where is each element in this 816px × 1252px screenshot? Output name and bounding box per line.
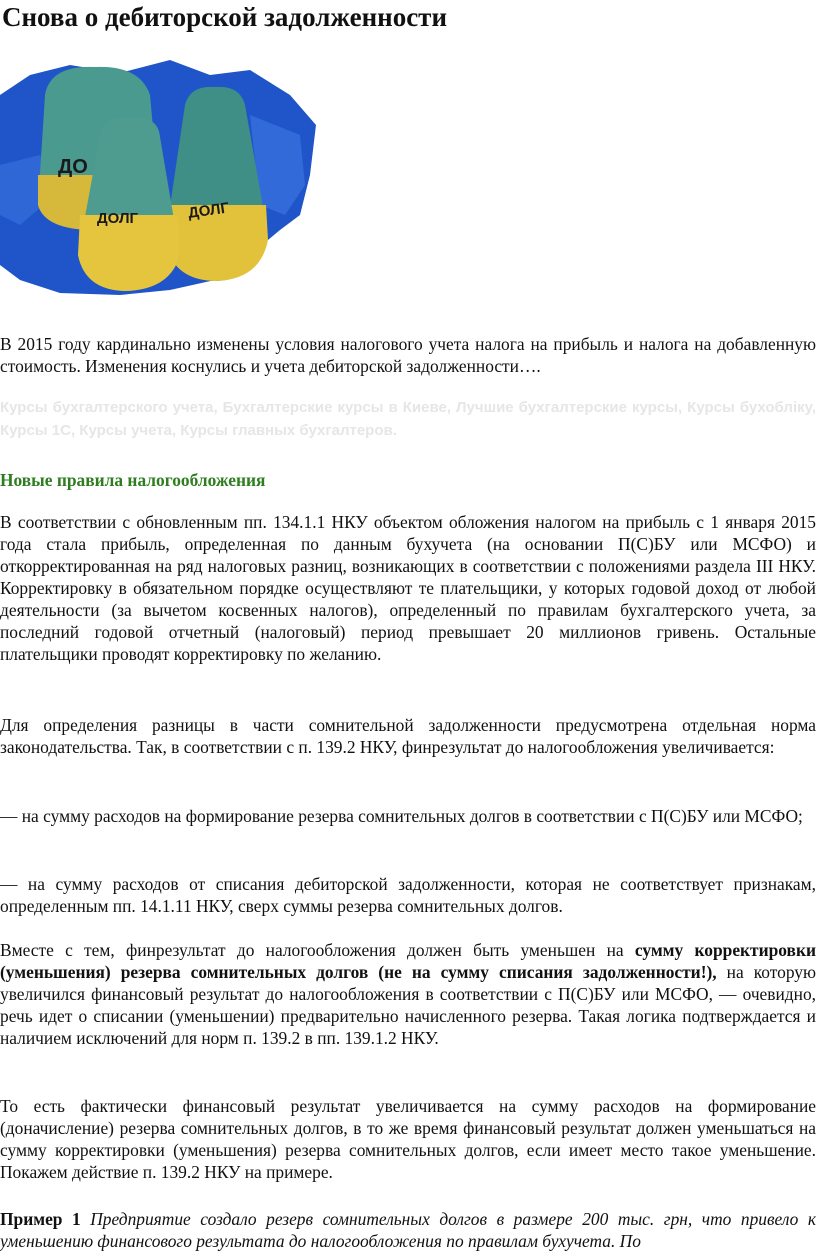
intro-paragraph: В 2015 году кардинально изменены условия налогового учета налога на прибыль и налога на добавленную стоимость. Изменения коснулись и учета дебиторской задолженности…. <box>0 334 816 377</box>
debt-bags-image <box>0 55 316 295</box>
svg-text:ДОЛГ: ДОЛГ <box>187 199 231 222</box>
section-heading: Новые правила налогообложения <box>0 470 266 491</box>
svg-text:ДОЛГ: ДОЛГ <box>97 210 139 227</box>
paragraph-5 <box>0 939 816 1049</box>
p5-start: Вместе с тем, финрезультат до налогообложения должен быть уменьшен на <box>0 940 635 961</box>
page-title: Снова о дебиторской задолженности <box>2 2 447 32</box>
faint-course-links: Курсы бухгалтерского учета, Бухгалтерские курсы в Киеве, Лучшие бухгалтерские курсы, Курсы бухобліку, Курсы 1С, Курсы учета, Курсы главных бухгалтеров. <box>0 399 816 439</box>
example-label: Пример 1 <box>0 1209 81 1230</box>
paragraph-3: — на сумму расходов на формирование резерва сомнительных долгов в соответствии с П(С)БУ или МСФО; <box>0 806 803 827</box>
p5-end: на которую увеличился финансовый результат до налогообложения в соответствии с П(С)БУ или МСФО, — очевидно, речь идет о списании (уменьшении) предварительно начисленного резерва. Такая логика подтверждается и наличием исключений для норм п. 139.2 в пп. 139.1.2 НКУ. <box>0 962 816 1049</box>
paragraph-2: Для определения разницы в части сомнительной задолженности предусмотрена отдельная норма законодательства. Так, в соответствии с п. 139.2 НКУ, финрезультат до налогообложения увеличивается: <box>0 715 816 758</box>
example-text: Предприятие создало резерв сомнительных долгов в размере 200 тыс. грн, что привело к уменьшению финансового результата до налогообложения по правилам бухучета. По <box>0 1209 816 1252</box>
paragraph-4: — на сумму расходов от списания дебиторской задолженности, которая не соответствует признакам, определенным пп. 14.1.11 НКУ, сверх суммы резерва сомнительных долгов. <box>0 874 816 917</box>
paragraph-1: В соответствии с обновленным пп. 134.1.1 НКУ объектом обложения налогом на прибыль с 1 января 2015 года стала прибыль, определенная по данным бухучета (на основании П(С)БУ или МСФО) и откорректированная на ряд налоговых разниц, возникающих в соответствии с положениями раздела III НКУ. Корректировку в обязательном порядке осуществляют те плательщики, у которых годовой доход от любой деятельности (за вычетом косвенных налогов), определенный по правилам бухгалтерского учета, за последний годовой отчетный (налоговый) период превышает 20 миллионов гривень. Остальные плательщики проводят корректировку по желанию. <box>0 512 816 665</box>
p5-bold: сумму корректировки (уменьшения) резерва сомнительных долгов (не на сумму списания задолженности!), <box>0 940 816 983</box>
example-paragraph <box>0 1208 816 1252</box>
debt-bags-illustration <box>0 55 316 295</box>
paragraph-6: То есть фактически финансовый результат увеличивается на сумму расходов на формирование (доначисление) резерва сомнительных долгов, в то же время финансовый результат должен уменьшаться на сумму корректировки (уменьшения) резерва сомнительных долгов, если имеет место такое уменьшение. Покажем действие п. 139.2 НКУ на примере. <box>0 1096 816 1183</box>
svg-text:ДО: ДО <box>58 156 88 178</box>
